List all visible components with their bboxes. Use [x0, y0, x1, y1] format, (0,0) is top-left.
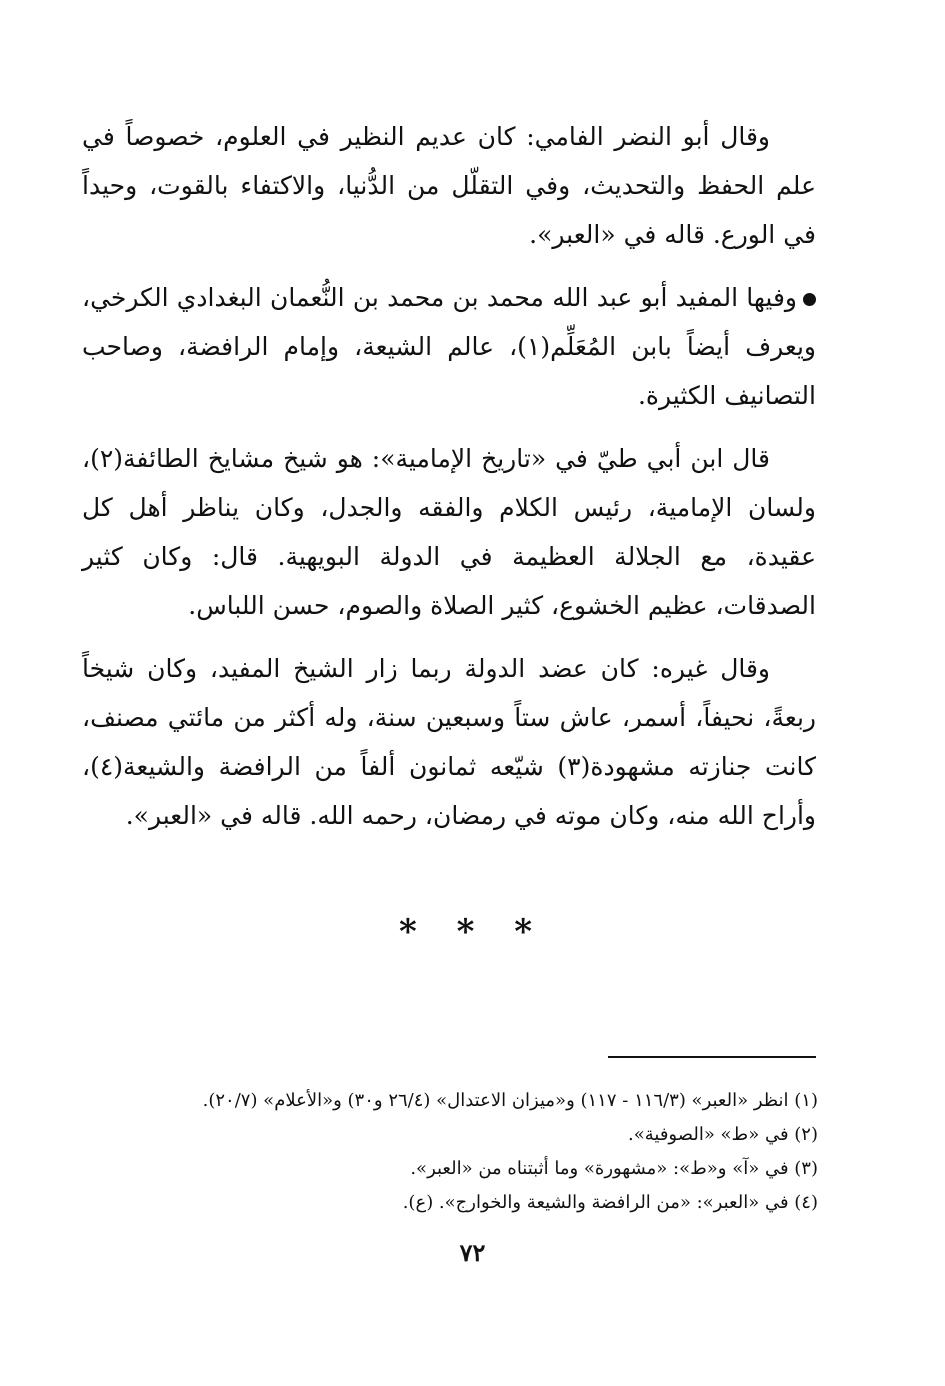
main-text: [82, 112, 816, 854]
page-number: ٧٢: [459, 1238, 486, 1267]
section-ornament: * * *: [398, 912, 546, 952]
bullet-icon: [803, 293, 816, 306]
footnotes: [90, 1084, 818, 1220]
paragraph-abu-al-nadr: وقال أبو النضر الفامي: كان عديم النظير في العلوم، خصوصاً في علم الحفظ والتحديث، وفي التقلّل من الدُّنيا، والاكتفاء بالقوت، وحيداً في الورع. قاله في «العبر».: [82, 122, 816, 249]
paragraph-al-mufid-entry: [82, 273, 816, 420]
paragraph-others-said: وقال غيره: كان عضد الدولة ربما زار الشيخ المفيد، وكان شيخاً ربعةً، نحيفاً، أسمر، عاش ستاً وسبعين سنة، وله أكثر من مائتي مصنف، كانت جنازته مشهودة(٣) شيّعه ثمانون ألفاً من الرافضة والشيعة(٤)، وأراح الله منه، وكان موته في رمضان، رحمه الله. قاله في «العبر».: [82, 654, 816, 830]
footnote-divider: [608, 1056, 816, 1058]
footnote-2: (٢) في «ط» «الصوفية».: [628, 1124, 818, 1145]
paragraph-ibn-abi-tayy: قال ابن أبي طيّ في «تاريخ الإمامية»: هو شيخ مشايخ الطائفة(٢)، ولسان الإمامية، رئيس الكلام والفقه والجدل، وكان يناظر أهل كل عقيدة، مع الجلالة العظيمة في الدولة البويهية. قال: وكان كثير الصدقات، عظيم الخشوع، كثير الصلاة والصوم، حسن اللباس.: [82, 444, 816, 620]
footnote-4: (٤) في «العبر»: «من الرافضة والشيعة والخوارج». (ع).: [402, 1192, 818, 1213]
paragraph-al-mufid-text: وفيها المفيد أبو عبد الله محمد بن محمد بن النُّعمان البغدادي الكرخي، ويعرف أيضاً بابن المُعَلِّم(١)، عالم الشيعة، وإمام الرافضة، وصاحب التصانيف الكثيرة.: [82, 283, 816, 410]
footnote-1: (١) انظر «العبر» (١١٦/٣ - ١١٧) و«ميزان الاعتدال» (٢٦/٤ و٣٠) و«الأعلام» (٢٠/٧).: [202, 1090, 818, 1111]
footnote-3: (٣) في «آ» و«ط»: «مشهورة» وما أثبتناه من «العبر».: [410, 1158, 818, 1179]
